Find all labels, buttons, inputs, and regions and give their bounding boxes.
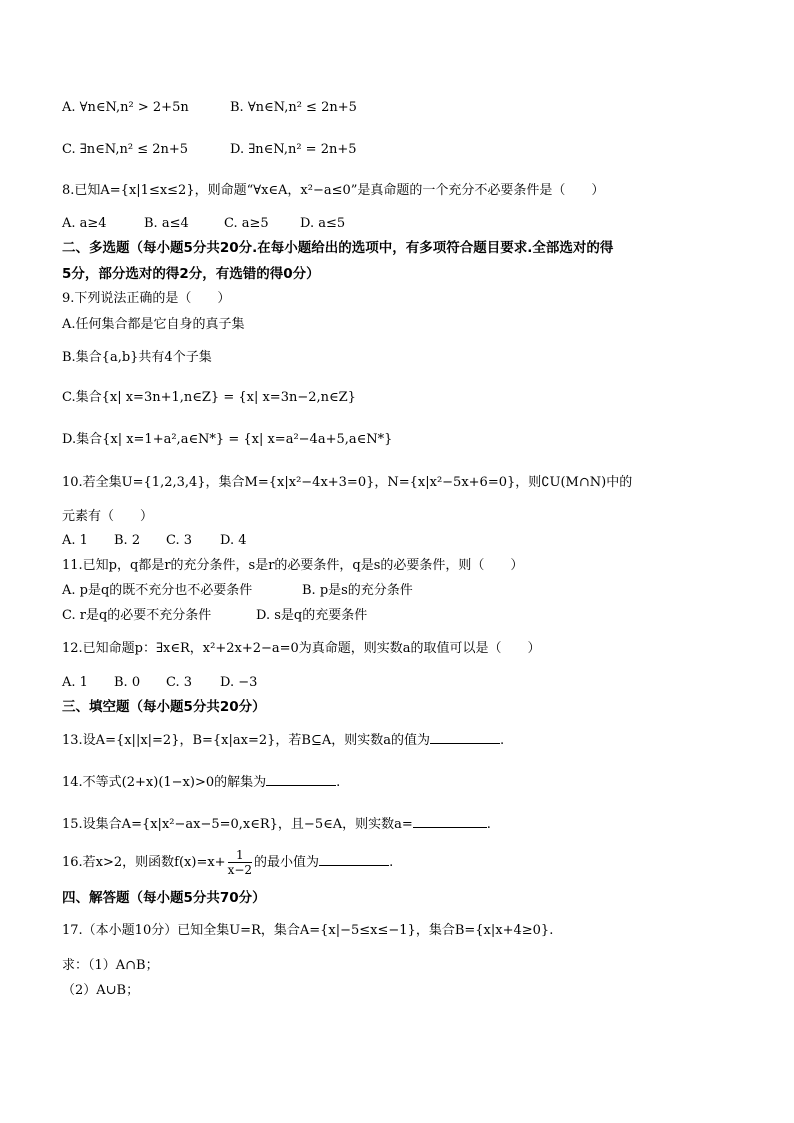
q15-text: 15.设集合A={x|x²−ax−5=0,x∈R}，且−5∈A，则实数a= [62,817,413,832]
q7-option-d: D. ∃n∈N,n² = 2n+5 [230,142,357,157]
q17-part-2: （2）A∪B； [62,983,140,998]
q12-option-c: C. 3 [166,675,193,690]
q7-option-b: B. ∀n∈N,n² ≤ 2n+5 [230,100,357,115]
q17-stem: 17.（本小题10分）已知全集U=R，集合A={x|−5≤x≤−1}，集合B={x|x+4≥0}. [62,923,554,938]
q10-option-a: A. 1 [62,533,88,548]
q11-options-row1 [62,582,413,600]
q16-fraction-numerator: 1 [228,848,252,863]
q10-option-c: C. 3 [166,533,193,548]
q10-stem: 10.若全集U={1,2,3,4}，集合M={x|x²−4x+3=0}，N={x|x²−5x+6=0}，则∁U(M∩N)中的 [62,475,633,490]
q16-answer-blank[interactable] [319,853,389,866]
q16-fraction-denominator: x−2 [227,863,253,877]
q11-options-row2 [62,607,367,625]
q14-period: . [336,775,341,790]
q9-stem: 9.下列说法正确的是（ ） [62,291,231,306]
q16-fraction [228,848,252,877]
q10-option-b: B. 2 [114,533,141,548]
q13-answer-blank[interactable] [430,731,500,744]
q12-option-b: B. 0 [114,675,141,690]
q15 [62,815,491,834]
q14-text: 14.不等式(2+x)(1−x)>0的解集为 [62,775,267,790]
q11-option-c: C. r是q的必要不充分条件 [62,608,212,623]
q15-period: . [486,817,491,832]
q12-options [62,674,257,692]
q7-option-c: C. ∃n∈N,n² ≤ 2n+5 [62,142,189,157]
section-3-heading: 三、填空题（每小题5分共20分） [62,699,266,715]
q8-options [62,215,345,233]
q10-stem-cont: 元素有（ ） [62,509,154,524]
q16-text-2: 的最小值为 [254,855,320,870]
q8-option-b: B. a≤4 [144,216,189,231]
q11-option-b: B. p是s的充分条件 [302,583,413,598]
q10-option-d: D. 4 [220,533,247,548]
q16-period: . [389,855,394,870]
q13-period: . [500,733,505,748]
q8-option-d: D. a≤5 [300,216,346,231]
q9-option-b: B.集合{a,b}共有4个子集 [62,350,212,365]
q7-options-row1 [62,99,357,117]
q15-answer-blank[interactable] [413,815,487,828]
q9-option-a: A.任何集合都是它自身的真子集 [62,317,245,332]
q11-option-d: D. s是q的充要条件 [256,608,368,623]
section-4-heading: 四、解答题（每小题5分共70分） [62,890,266,906]
q8-option-c: C. a≥5 [224,216,269,231]
q11-stem: 11.已知p，q都是r的充分条件，s是r的必要条件，q是s的必要条件，则（ ） [62,558,524,573]
q9-option-d: D.集合{x| x=1+a²,a∈N*} = {x| x=a²−4a+5,a∈N*} [62,432,393,447]
q16 [62,848,393,877]
q7-options-row2 [62,141,357,159]
q14-answer-blank[interactable] [266,773,336,786]
q17-part-1: 求：（1）A∩B； [62,958,159,973]
q12-option-a: A. 1 [62,675,88,690]
section-2-heading-line1: 二、多选题（每小题5分共20分.在每小题给出的选项中，有多项符合题目要求.全部选对的得 [62,240,614,256]
q13 [62,731,504,750]
q14 [62,773,340,792]
q9-option-c: C.集合{x| x=3n+1,n∈Z} = {x| x=3n−2,n∈Z} [62,390,356,405]
q12-stem: 12.已知命题p：∃x∈R，x²+2x+2−a=0为真命题，则实数a的取值可以是（ ） [62,641,541,656]
section-2-heading-line2: 5分，部分选对的得2分，有选错的得0分） [62,266,320,282]
q16-text: 16.若x>2，则函数f(x)=x+ [62,855,226,870]
q8-option-a: A. a≥4 [62,216,107,231]
q7-option-a: A. ∀n∈N,n² > 2+5n [62,100,189,115]
q11-option-a: A. p是q的既不充分也不必要条件 [62,583,253,598]
q10-options [62,532,247,550]
q8-stem: 8.已知A={x|1≤x≤2}，则命题“∀x∈A，x²−a≤0”是真命题的一个充分不必要条件是（ ） [62,183,605,198]
q12-option-d: D. −3 [220,675,258,690]
q13-text: 13.设A={x||x|=2}，B={x|ax=2}，若B⊆A，则实数a的值为 [62,733,430,748]
